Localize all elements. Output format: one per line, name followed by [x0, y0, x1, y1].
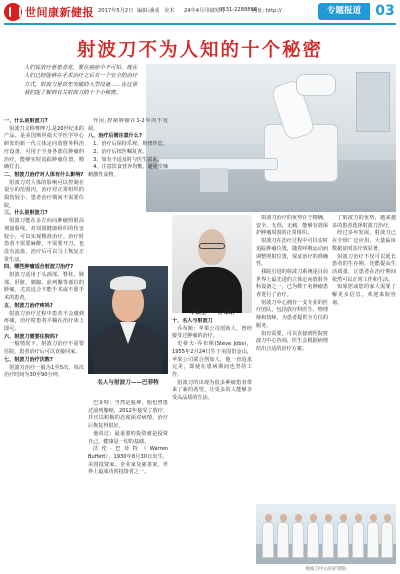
lead-paragraph: 人们说放疗是患者克、要在癌症中不可怕、现在人们已经能够在手术治疗之后有一个安全的治疗方式，射波刀是首先突破的大型设备……在这里我们能了解到有关射波刀的十个小秘密。: [24, 65, 138, 96]
paragraph: 射波刀治疗过程中患者不会感到疼痛，治疗时患者平躺在治疗床上即可。: [4, 310, 84, 332]
section-heading: 二、射波刀治疗对人体有什么影响?: [4, 171, 84, 178]
section-heading: 八、治疗后需注意什么?: [88, 133, 142, 140]
paragraph: 经过多年发展，射波刀已在全球广泛应用，大量临床数据证明其疗效显著。: [332, 230, 396, 252]
article-column-1: [4, 118, 84, 562]
section-heading: 十、名人与射波刀: [172, 318, 213, 324]
phone: 0531-2288866: [219, 7, 258, 13]
art-editor: 美术: [164, 8, 175, 14]
issue-date: 2017年5月2日: [98, 8, 134, 14]
paragraph: 1、治疗后保持乐观、规律作息。: [93, 141, 168, 148]
header-rule: [4, 23, 396, 25]
paragraph: 射波刀适用于头颈部、脊柱、肺部、肝脏、胰腺、前列腺等部位的肿瘤，尤其适合不能手术或不愿手术的患者。: [4, 272, 84, 302]
team-caption: 射波刀中心医护团队: [305, 567, 347, 572]
paragraph: 射波刀对人体的影响可以控制在很小的范围内，治疗对正常组织的损伤较小，患者治疗期间不需要住院。: [4, 179, 84, 209]
jobs-caption: 苹果王——乔布斯: [189, 310, 235, 316]
section-heading: 四、哪些肿瘤适合射波刀治疗?: [4, 264, 74, 271]
paper-name: 世间康新健报: [25, 6, 94, 19]
article-column-2: [88, 118, 168, 262]
article-column-5: [172, 318, 252, 568]
paragraph: 射波刀能在多方向向肿瘤照射高剂量射线，对周围健康组织的伤害较小，可以实现精准治疗。治疗时患者不需要麻醉，不需要开刀，也没有流血，治疗后可以马上恢复正常生活。: [4, 218, 84, 263]
paragraph: 沃伦·巴菲特（Warren Buffett），1930年8月30日出生，美国投资家、企业家及慈善家，世界上最成功的投资者之一。: [88, 446, 168, 476]
buffett-portrait: [88, 266, 168, 374]
section-heading: 七、射波刀治疗次数?: [4, 356, 53, 363]
website: 网址: http://: [252, 8, 282, 14]
masthead: [0, 0, 400, 24]
medical-team-photo: [256, 504, 396, 564]
section-heading: 六、射波刀需要住院吗?: [4, 333, 58, 340]
print-info: 24年4月印刷发行: [184, 8, 226, 14]
paragraph: 射波刀治疗不仅可以延长患者的生存期，还能提高生活质量，让患者在治疗期间依然可以正常工作和生活。: [332, 253, 396, 283]
section-tab: [318, 3, 370, 20]
paragraph: 一般情况下，射波刀治疗不需要住院，患者治疗后可以直接回家。: [4, 341, 84, 356]
paragraph: 射波刀中心拥有一支专业的医疗团队，包括放疗科医生、物理师和技师，为患者提供全方位的服务。: [256, 299, 328, 329]
paragraph: 射波刀的出现为很多肿瘤患者带来了新的希望，让更多的人能够享受高品质的生活。: [172, 379, 252, 402]
cyberknife-photo: [146, 64, 396, 212]
section-label: 专题报道: [326, 6, 361, 16]
article-column-6: [256, 215, 328, 503]
paper-logo: [4, 3, 94, 21]
paragraph: 如有需要，可以直接到医院射波刀中心咨询，医生会根据病情给出合适的治疗方案。: [256, 330, 328, 352]
paragraph: 射波刀治疗的优势在于精确、安全、无创、无痛，能够有效保护肿瘤周围的正常组织。: [256, 215, 328, 237]
jobs-portrait: [172, 215, 252, 313]
logo-mark-icon: [4, 3, 22, 21]
page-number: 03: [375, 3, 395, 19]
section-heading: 三、什么是射波刀?: [4, 210, 48, 217]
paragraph: 乔布斯：苹果公司创始人，曾经接受过肿瘤的治疗。: [172, 325, 252, 340]
paragraph: 了射波刀的优势，越来越多的患者选择射波刀治疗。: [332, 215, 396, 229]
paragraph: 射波刀又称赛博刀,是20世纪末的产品，是美国斯坦福大学医学中心研发的新一代立体定向放射外科治疗设备，可用于全身各部位肿瘤的治疗，能够实时追踪肿瘤位置，精确打击。: [4, 125, 84, 171]
section-heading: 一、什么是射波刀?: [4, 118, 48, 124]
paragraph: 作用,控制肿瘤在1-2年内不发展。: [88, 118, 168, 132]
article-column-3: [88, 400, 168, 570]
paragraph: 3、如有不适及时与医生联系。: [93, 156, 163, 163]
paragraph: 射波刀治疗一般为1至5次，每次治疗时间为30至90分钟。: [4, 364, 84, 379]
paragraph: 4、注意饮食营养均衡，避免辛辣刺激性食物。: [88, 164, 168, 178]
paragraph: 巴菲特：当然是股神，他也曾患过前列腺癌，2012年接受了放疗，并且以积极的态度面对病情，治疗后恢复得很好。: [88, 400, 168, 430]
paragraph: 射波刀在治疗过程中可以实时追踪肿瘤位置，随着呼吸运动而调整照射位置，保证治疗的准确性。: [256, 238, 328, 268]
buffett-caption: 名人与射波刀——巴菲特: [97, 380, 159, 386]
paragraph: 他说过：最重要的投资就是投资自己，健康是一切的基础。: [88, 430, 168, 445]
headline: 射波刀不为人知的十个秘密: [76, 40, 323, 61]
paragraph: 史蒂夫·乔布斯(Steve Jobs)，1955年2月24日生于美国旧金山，苹果公司联合创始人，他一直追求完美，即使在患病期间也坚持工作。: [172, 341, 252, 378]
article-column-7: [332, 215, 396, 503]
paragraph: 我院引进的射波刀系统是目前世界上最先进的立体定向放射外科设备之一，已为数千名肿瘤患者进行了治疗。: [256, 268, 328, 299]
paragraph: 如果您或您的家人需要了解更多信息，欢迎来院咨询。: [332, 284, 396, 306]
paragraph: 2、治疗后按医嘱复查。: [93, 148, 148, 155]
section-heading: 五、射波刀治疗疼吗?: [4, 302, 53, 309]
editor: 编辑:潘成: [137, 8, 160, 14]
